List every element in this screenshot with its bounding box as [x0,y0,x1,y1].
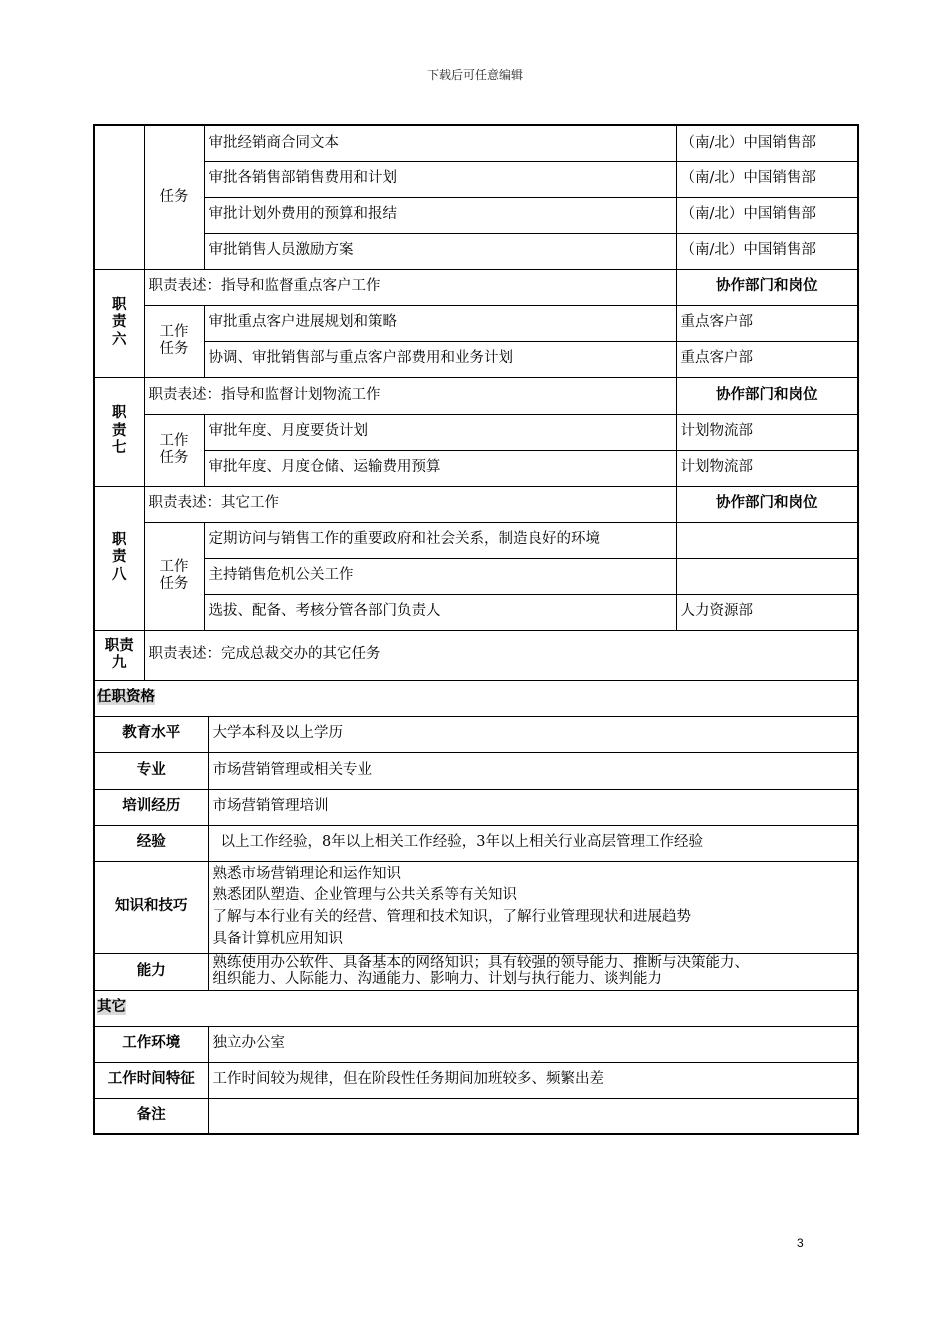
education-row [94,716,858,752]
duty9-statement: 职责表述：完成总裁交办的其它任务 [144,630,858,680]
duty8-task-row [94,522,858,558]
duty6-statement: 职责表述：指导和监督重点客户工作 [144,269,676,305]
duty9-label-text: 职责九 [104,637,134,671]
duty8-tasks-label-text: 工作任务 [159,558,189,592]
duty6-tasks-label [144,305,204,377]
task-text: 主持销售危机公关工作 [204,558,676,594]
remarks-label: 备注 [94,1098,208,1134]
duty6-task-row [94,341,858,377]
duty7-label-text: 职责七 [112,405,127,457]
task-text: 协调、审批销售部与重点客户部费用和业务计划 [204,341,676,377]
duty7-task-row [94,414,858,450]
duty7-dept-header: 协作部门和岗位 [676,377,858,414]
duty8-label-text: 职责八 [112,531,127,583]
knowledge-line: 熟悉团队塑造、企业管理与公共关系等有关知识 [212,887,517,904]
duty9-label [94,630,144,680]
task-dept: 人力资源部 [676,594,858,630]
task-text: 审批年度、月度要货计划 [204,414,676,450]
duty5-task-row [94,233,858,269]
other-title-text: 其它 [97,999,126,1016]
task-dept: 重点客户部 [676,305,858,341]
duty6-statement-row [94,269,858,305]
duty8-task-row [94,558,858,594]
task-dept [676,522,858,558]
task-text: 审批经销商合同文本 [204,125,676,161]
qualifications-title-text: 任职资格 [97,689,155,706]
work-time-row [94,1062,858,1098]
knowledge-line: 具备计算机应用知识 [212,930,343,947]
task-text: 审批计划外费用的预算和报结 [204,197,676,233]
duty6-label-text: 职责六 [112,296,127,348]
task-dept: （南/北）中国销售部 [676,125,858,161]
task-text: 选拔、配备、考核分管各部门负责人 [204,594,676,630]
other-section-row [94,990,858,1026]
duty5-task-row [94,197,858,233]
duty7-tasks-label-text: 工作任务 [159,432,189,466]
major-label: 专业 [94,752,208,789]
knowledge-label: 知识和技巧 [94,861,208,953]
duty7-statement: 职责表述：指导和监督计划物流工作 [144,377,676,414]
education-value: 大学本科及以上学历 [208,716,858,752]
page-number: 3 [797,1236,804,1250]
task-text: 审批销售人员激励方案 [204,233,676,269]
qualifications-section-row [94,680,858,716]
duty7-statement-row [94,377,858,414]
task-dept [676,558,858,594]
environment-row [94,1026,858,1062]
task-dept: （南/北）中国销售部 [676,161,858,197]
education-label: 教育水平 [94,716,208,752]
duty9-row [94,630,858,680]
other-title [94,990,858,1026]
duty5-task-row [94,161,858,197]
duty6-dept-header: 协作部门和岗位 [676,269,858,305]
knowledge-line: 了解与本行业有关的经营、管理和技术知识，了解行业管理现状和进展趋势 [212,909,691,925]
job-description-table [93,124,859,1135]
duty6-tasks-label-text: 工作任务 [159,323,189,357]
duty8-tasks-label [144,522,204,630]
task-dept: 重点客户部 [676,341,858,377]
task-dept: 计划物流部 [676,414,858,450]
knowledge-line: 熟悉市场营销理论和运作知识 [212,865,401,882]
duty8-label [94,486,144,630]
experience-value: 以上工作经验，8年以上相关工作经验，3年以上相关行业高层管理工作经验 [208,825,858,861]
duty5-task-row [94,125,858,161]
work-time-label: 工作时间特征 [94,1062,208,1098]
task-dept: （南/北）中国销售部 [676,197,858,233]
duty8-statement-row [94,486,858,522]
training-row [94,789,858,825]
ability-line: 熟练使用办公软件、具备基本的网络知识；具有较强的领导能力、推断与决策能力、 [212,954,749,971]
remarks-value [208,1098,858,1134]
page-header: 下载后可任意编辑 [426,68,523,82]
duty8-dept-header: 协作部门和岗位 [676,486,858,522]
qualifications-title [94,680,858,716]
duty7-task-row [94,450,858,486]
environment-label: 工作环境 [94,1026,208,1062]
major-value: 市场营销管理或相关专业 [208,752,858,789]
work-time-value: 工作时间较为规律，但在阶段性任务期间加班较多、频繁出差 [208,1062,858,1098]
duty7-label [94,377,144,486]
major-row [94,752,858,789]
task-text: 审批重点客户进展规划和策略 [204,305,676,341]
knowledge-row [94,861,858,953]
remarks-row [94,1098,858,1134]
duty5-label-cell [94,125,144,269]
ability-row [94,953,858,990]
knowledge-value [208,861,858,953]
duty8-task-row [94,594,858,630]
duty6-label [94,269,144,377]
experience-label: 经验 [94,825,208,861]
task-text: 审批年度、月度仓储、运输费用预算 [204,450,676,486]
task-dept: 计划物流部 [676,450,858,486]
ability-value [208,953,858,990]
duty8-statement: 职责表述：其它工作 [144,486,676,522]
experience-row [94,825,858,861]
duty5-tasks-label: 任务 [144,125,204,269]
task-dept: （南/北）中国销售部 [676,233,858,269]
training-value: 市场营销管理培训 [208,789,858,825]
environment-value: 独立办公室 [208,1026,858,1062]
duty6-task-row [94,305,858,341]
ability-line: 组织能力、人际能力、沟通能力、影响力、计划与执行能力、谈判能力 [212,970,662,987]
task-text: 定期访问与销售工作的重要政府和社会关系，制造良好的环境 [204,522,676,558]
task-text: 审批各销售部销售费用和计划 [204,161,676,197]
duty7-tasks-label [144,414,204,486]
ability-label: 能力 [94,953,208,990]
training-label: 培训经历 [94,789,208,825]
